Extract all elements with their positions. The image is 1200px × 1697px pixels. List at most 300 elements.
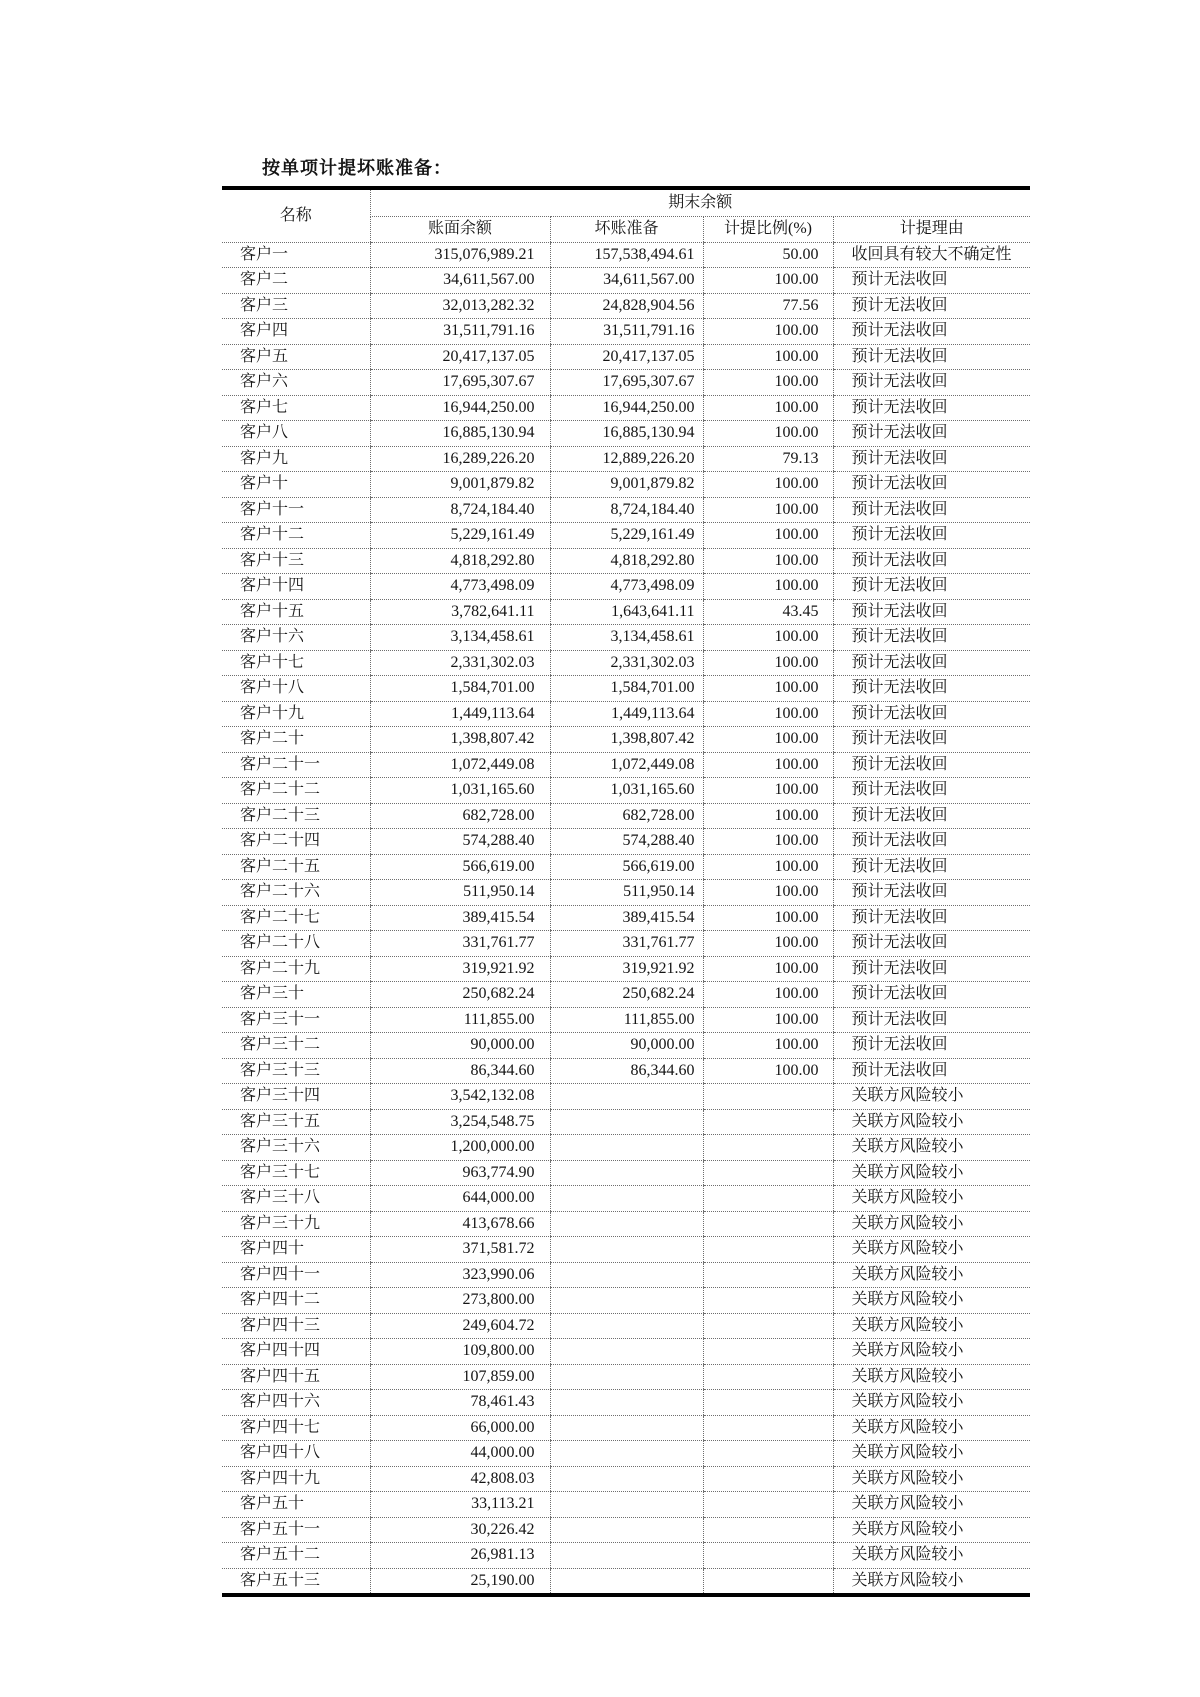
book-balance-cell: 78,461.43 xyxy=(370,1390,550,1416)
bad-debt-provision-cell xyxy=(550,1109,703,1135)
provision-ratio-cell xyxy=(703,1160,833,1186)
provision-ratio-cell: 100.00 xyxy=(703,1033,833,1059)
table-row xyxy=(222,880,1030,906)
provision-ratio-cell xyxy=(703,1390,833,1416)
bad-debt-provision-cell: 34,611,567.00 xyxy=(550,268,703,294)
table-row xyxy=(222,1084,1030,1110)
customer-name-cell: 客户四十一 xyxy=(222,1262,370,1288)
provision-ratio-cell: 100.00 xyxy=(703,497,833,523)
customer-name-cell: 客户五十 xyxy=(222,1492,370,1518)
book-balance-cell: 511,950.14 xyxy=(370,880,550,906)
provision-ratio-cell xyxy=(703,1543,833,1569)
table-row xyxy=(222,752,1030,778)
book-balance-cell: 20,417,137.05 xyxy=(370,344,550,370)
provision-reason-cell: 预计无法收回 xyxy=(833,344,1030,370)
table-row xyxy=(222,1211,1030,1237)
bad-debt-provision-cell: 250,682.24 xyxy=(550,982,703,1008)
provision-ratio-cell xyxy=(703,1109,833,1135)
bad-debt-provision-cell: 8,724,184.40 xyxy=(550,497,703,523)
bad-debt-provision-cell: 682,728.00 xyxy=(550,803,703,829)
provision-ratio-cell xyxy=(703,1211,833,1237)
table-row xyxy=(222,778,1030,804)
book-balance-cell: 963,774.90 xyxy=(370,1160,550,1186)
provision-reason-cell: 预计无法收回 xyxy=(833,625,1030,651)
provision-ratio-cell: 100.00 xyxy=(703,931,833,957)
book-balance-cell: 34,611,567.00 xyxy=(370,268,550,294)
book-balance-cell: 42,808.03 xyxy=(370,1466,550,1492)
provision-ratio-cell: 100.00 xyxy=(703,574,833,600)
bad-debt-provision-cell: 9,001,879.82 xyxy=(550,472,703,498)
provision-ratio-cell xyxy=(703,1568,833,1595)
customer-name-cell: 客户五十一 xyxy=(222,1517,370,1543)
customer-name-cell: 客户十五 xyxy=(222,599,370,625)
header-group-row xyxy=(222,188,1030,217)
book-balance-cell: 9,001,879.82 xyxy=(370,472,550,498)
customer-name-cell: 客户十 xyxy=(222,472,370,498)
customer-name-cell: 客户四十五 xyxy=(222,1364,370,1390)
provision-ratio-cell: 100.00 xyxy=(703,803,833,829)
provision-ratio-cell: 100.00 xyxy=(703,548,833,574)
book-balance-cell: 3,254,548.75 xyxy=(370,1109,550,1135)
book-balance-cell: 8,724,184.40 xyxy=(370,497,550,523)
provision-reason-cell: 关联方风险较小 xyxy=(833,1339,1030,1365)
table-row xyxy=(222,931,1030,957)
provision-reason-cell: 预计无法收回 xyxy=(833,319,1030,345)
table-row xyxy=(222,1109,1030,1135)
provision-ratio-cell: 100.00 xyxy=(703,650,833,676)
table-row xyxy=(222,1364,1030,1390)
provision-reason-cell: 预计无法收回 xyxy=(833,293,1030,319)
bad-debt-provision-cell: 5,229,161.49 xyxy=(550,523,703,549)
bad-debt-provision-cell xyxy=(550,1568,703,1595)
table-row xyxy=(222,1033,1030,1059)
customer-name-cell: 客户三十九 xyxy=(222,1211,370,1237)
bad-debt-provision-cell xyxy=(550,1262,703,1288)
table-row xyxy=(222,1288,1030,1314)
provision-ratio-cell xyxy=(703,1313,833,1339)
bad-debt-provision-cell: 17,695,307.67 xyxy=(550,370,703,396)
customer-name-cell: 客户四十四 xyxy=(222,1339,370,1365)
customer-name-cell: 客户三十八 xyxy=(222,1186,370,1212)
provision-ratio-cell: 100.00 xyxy=(703,395,833,421)
book-balance-cell: 1,449,113.64 xyxy=(370,701,550,727)
provision-reason-cell: 预计无法收回 xyxy=(833,497,1030,523)
provision-ratio-cell xyxy=(703,1084,833,1110)
table-row xyxy=(222,1492,1030,1518)
table-row xyxy=(222,1339,1030,1365)
header-ending-balance-group: 期末余额 xyxy=(370,188,1030,217)
table-row xyxy=(222,625,1030,651)
customer-name-cell: 客户二十五 xyxy=(222,854,370,880)
bad-debt-provision-cell: 24,828,904.56 xyxy=(550,293,703,319)
table-row xyxy=(222,472,1030,498)
provision-reason-cell: 关联方风险较小 xyxy=(833,1237,1030,1263)
provision-reason-cell: 预计无法收回 xyxy=(833,752,1030,778)
provision-reason-cell: 预计无法收回 xyxy=(833,650,1030,676)
bad-debt-provision-cell xyxy=(550,1339,703,1365)
book-balance-cell: 3,542,132.08 xyxy=(370,1084,550,1110)
provision-reason-cell: 预计无法收回 xyxy=(833,1058,1030,1084)
provision-reason-cell: 预计无法收回 xyxy=(833,421,1030,447)
provision-reason-cell: 收回具有较大不确定性 xyxy=(833,242,1030,268)
bad-debt-provision-cell xyxy=(550,1313,703,1339)
provision-reason-cell: 关联方风险较小 xyxy=(833,1135,1030,1161)
customer-name-cell: 客户三十二 xyxy=(222,1033,370,1059)
table-row xyxy=(222,268,1030,294)
bad-debt-provision-cell: 1,643,641.11 xyxy=(550,599,703,625)
provision-reason-cell: 预计无法收回 xyxy=(833,548,1030,574)
book-balance-cell: 4,773,498.09 xyxy=(370,574,550,600)
book-balance-cell: 315,076,989.21 xyxy=(370,242,550,268)
customer-name-cell: 客户二 xyxy=(222,268,370,294)
table-row xyxy=(222,905,1030,931)
book-balance-cell: 574,288.40 xyxy=(370,829,550,855)
table-row xyxy=(222,701,1030,727)
customer-name-cell: 客户五十二 xyxy=(222,1543,370,1569)
customer-name-cell: 客户五十三 xyxy=(222,1568,370,1595)
table-row xyxy=(222,599,1030,625)
provision-reason-cell: 预计无法收回 xyxy=(833,905,1030,931)
provision-ratio-cell: 100.00 xyxy=(703,625,833,651)
book-balance-cell: 3,134,458.61 xyxy=(370,625,550,651)
provision-ratio-cell xyxy=(703,1492,833,1518)
provision-ratio-cell xyxy=(703,1441,833,1467)
table-row xyxy=(222,1186,1030,1212)
book-balance-cell: 1,584,701.00 xyxy=(370,676,550,702)
bad-debt-provision-cell xyxy=(550,1211,703,1237)
bad-debt-provision-cell xyxy=(550,1517,703,1543)
provision-reason-cell: 预计无法收回 xyxy=(833,956,1030,982)
provision-reason-cell: 关联方风险较小 xyxy=(833,1160,1030,1186)
provision-reason-cell: 关联方风险较小 xyxy=(833,1313,1030,1339)
book-balance-cell: 86,344.60 xyxy=(370,1058,550,1084)
table-row xyxy=(222,1543,1030,1569)
provision-reason-cell: 关联方风险较小 xyxy=(833,1288,1030,1314)
provision-ratio-cell xyxy=(703,1466,833,1492)
provision-ratio-cell: 100.00 xyxy=(703,778,833,804)
customer-name-cell: 客户十六 xyxy=(222,625,370,651)
book-balance-cell: 413,678.66 xyxy=(370,1211,550,1237)
provision-ratio-cell: 100.00 xyxy=(703,344,833,370)
book-balance-cell: 4,818,292.80 xyxy=(370,548,550,574)
bad-debt-provision-cell xyxy=(550,1288,703,1314)
bad-debt-provision-cell: 2,331,302.03 xyxy=(550,650,703,676)
bad-debt-provision-cell xyxy=(550,1160,703,1186)
provision-reason-cell: 预计无法收回 xyxy=(833,854,1030,880)
provision-ratio-cell: 100.00 xyxy=(703,829,833,855)
customer-name-cell: 客户三十 xyxy=(222,982,370,1008)
book-balance-cell: 90,000.00 xyxy=(370,1033,550,1059)
table-row xyxy=(222,523,1030,549)
bad-debt-provision-cell xyxy=(550,1135,703,1161)
provision-reason-cell: 预计无法收回 xyxy=(833,472,1030,498)
provision-ratio-cell xyxy=(703,1262,833,1288)
bad-debt-provision-cell: 574,288.40 xyxy=(550,829,703,855)
book-balance-cell: 250,682.24 xyxy=(370,982,550,1008)
customer-name-cell: 客户九 xyxy=(222,446,370,472)
bad-debt-provision-cell xyxy=(550,1364,703,1390)
provision-ratio-cell xyxy=(703,1186,833,1212)
bad-debt-provision-cell: 90,000.00 xyxy=(550,1033,703,1059)
bad-debt-provision-cell: 157,538,494.61 xyxy=(550,242,703,268)
header-bad-debt-provision: 坏账准备 xyxy=(550,217,703,243)
customer-name-cell: 客户四十九 xyxy=(222,1466,370,1492)
section-title: 按单项计提坏账准备： xyxy=(262,158,452,178)
table-row xyxy=(222,1007,1030,1033)
bad-debt-provision-table xyxy=(222,186,1030,1597)
customer-name-cell: 客户二十一 xyxy=(222,752,370,778)
table-row xyxy=(222,1237,1030,1263)
customer-name-cell: 客户十三 xyxy=(222,548,370,574)
customer-name-cell: 客户四十六 xyxy=(222,1390,370,1416)
provision-reason-cell: 关联方风险较小 xyxy=(833,1441,1030,1467)
customer-name-cell: 客户二十 xyxy=(222,727,370,753)
book-balance-cell: 1,031,165.60 xyxy=(370,778,550,804)
customer-name-cell: 客户一 xyxy=(222,242,370,268)
table-row xyxy=(222,370,1030,396)
provision-reason-cell: 关联方风险较小 xyxy=(833,1466,1030,1492)
customer-name-cell: 客户五 xyxy=(222,344,370,370)
bad-debt-provision-cell xyxy=(550,1543,703,1569)
book-balance-cell: 1,398,807.42 xyxy=(370,727,550,753)
provision-ratio-cell: 100.00 xyxy=(703,676,833,702)
book-balance-cell: 323,990.06 xyxy=(370,1262,550,1288)
customer-name-cell: 客户四十七 xyxy=(222,1415,370,1441)
provision-reason-cell: 预计无法收回 xyxy=(833,599,1030,625)
bad-debt-provision-cell xyxy=(550,1237,703,1263)
provision-ratio-cell: 100.00 xyxy=(703,956,833,982)
book-balance-cell: 16,944,250.00 xyxy=(370,395,550,421)
table-row xyxy=(222,650,1030,676)
table-row xyxy=(222,293,1030,319)
provision-reason-cell: 关联方风险较小 xyxy=(833,1517,1030,1543)
bad-debt-provision-cell xyxy=(550,1390,703,1416)
table-row xyxy=(222,1160,1030,1186)
provision-ratio-cell xyxy=(703,1237,833,1263)
bad-debt-provision-cell xyxy=(550,1084,703,1110)
bad-debt-provision-cell: 4,773,498.09 xyxy=(550,574,703,600)
customer-name-cell: 客户四 xyxy=(222,319,370,345)
table-row xyxy=(222,1568,1030,1595)
bad-debt-provision-cell: 1,449,113.64 xyxy=(550,701,703,727)
provision-reason-cell: 关联方风险较小 xyxy=(833,1211,1030,1237)
bad-debt-provision-cell xyxy=(550,1492,703,1518)
bad-debt-provision-cell: 511,950.14 xyxy=(550,880,703,906)
customer-name-cell: 客户十一 xyxy=(222,497,370,523)
book-balance-cell: 25,190.00 xyxy=(370,1568,550,1595)
provision-reason-cell: 预计无法收回 xyxy=(833,701,1030,727)
book-balance-cell: 17,695,307.67 xyxy=(370,370,550,396)
customer-name-cell: 客户八 xyxy=(222,421,370,447)
bad-debt-provision-cell: 111,855.00 xyxy=(550,1007,703,1033)
provision-ratio-cell: 50.00 xyxy=(703,242,833,268)
provision-reason-cell: 关联方风险较小 xyxy=(833,1492,1030,1518)
customer-name-cell: 客户二十八 xyxy=(222,931,370,957)
customer-name-cell: 客户三 xyxy=(222,293,370,319)
book-balance-cell: 33,113.21 xyxy=(370,1492,550,1518)
table-row xyxy=(222,1135,1030,1161)
table-row xyxy=(222,1262,1030,1288)
book-balance-cell: 371,581.72 xyxy=(370,1237,550,1263)
provision-reason-cell: 关联方风险较小 xyxy=(833,1084,1030,1110)
table-row xyxy=(222,574,1030,600)
book-balance-cell: 682,728.00 xyxy=(370,803,550,829)
customer-name-cell: 客户三十六 xyxy=(222,1135,370,1161)
book-balance-cell: 273,800.00 xyxy=(370,1288,550,1314)
provision-ratio-cell: 100.00 xyxy=(703,421,833,447)
customer-name-cell: 客户四十三 xyxy=(222,1313,370,1339)
provision-reason-cell: 预计无法收回 xyxy=(833,880,1030,906)
table-row xyxy=(222,829,1030,855)
customer-name-cell: 客户三十四 xyxy=(222,1084,370,1110)
provision-reason-cell: 预计无法收回 xyxy=(833,829,1030,855)
table-row xyxy=(222,395,1030,421)
provision-ratio-cell xyxy=(703,1288,833,1314)
bad-debt-provision-cell: 86,344.60 xyxy=(550,1058,703,1084)
book-balance-cell: 44,000.00 xyxy=(370,1441,550,1467)
provision-ratio-cell xyxy=(703,1415,833,1441)
bad-debt-provision-cell: 3,134,458.61 xyxy=(550,625,703,651)
book-balance-cell: 109,800.00 xyxy=(370,1339,550,1365)
bad-debt-provision-cell: 1,072,449.08 xyxy=(550,752,703,778)
customer-name-cell: 客户二十六 xyxy=(222,880,370,906)
customer-name-cell: 客户二十九 xyxy=(222,956,370,982)
bad-debt-provision-cell: 16,944,250.00 xyxy=(550,395,703,421)
provision-reason-cell: 预计无法收回 xyxy=(833,676,1030,702)
customer-name-cell: 客户四十 xyxy=(222,1237,370,1263)
table-row xyxy=(222,1415,1030,1441)
header-name: 名称 xyxy=(222,188,370,242)
provision-ratio-cell xyxy=(703,1517,833,1543)
bad-debt-provision-cell: 31,511,791.16 xyxy=(550,319,703,345)
customer-name-cell: 客户三十三 xyxy=(222,1058,370,1084)
bad-debt-provision-cell: 12,889,226.20 xyxy=(550,446,703,472)
provision-ratio-cell: 100.00 xyxy=(703,1007,833,1033)
provision-ratio-cell: 100.00 xyxy=(703,472,833,498)
provision-reason-cell: 预计无法收回 xyxy=(833,1033,1030,1059)
customer-name-cell: 客户二十三 xyxy=(222,803,370,829)
provision-ratio-cell: 100.00 xyxy=(703,370,833,396)
table-row xyxy=(222,982,1030,1008)
table-row xyxy=(222,1517,1030,1543)
provision-reason-cell: 预计无法收回 xyxy=(833,268,1030,294)
bad-debt-provision-cell xyxy=(550,1466,703,1492)
provision-reason-cell: 预计无法收回 xyxy=(833,446,1030,472)
book-balance-cell: 389,415.54 xyxy=(370,905,550,931)
table-body xyxy=(222,242,1030,1595)
header-book-balance: 账面余额 xyxy=(370,217,550,243)
table-row xyxy=(222,497,1030,523)
bad-debt-provision-cell: 20,417,137.05 xyxy=(550,344,703,370)
book-balance-cell: 3,782,641.11 xyxy=(370,599,550,625)
book-balance-cell: 249,604.72 xyxy=(370,1313,550,1339)
book-balance-cell: 644,000.00 xyxy=(370,1186,550,1212)
provision-ratio-cell: 100.00 xyxy=(703,319,833,345)
provision-ratio-cell: 100.00 xyxy=(703,523,833,549)
provision-reason-cell: 关联方风险较小 xyxy=(833,1390,1030,1416)
provision-ratio-cell: 100.00 xyxy=(703,752,833,778)
table-row xyxy=(222,854,1030,880)
provision-reason-cell: 关联方风险较小 xyxy=(833,1109,1030,1135)
provision-reason-cell: 关联方风险较小 xyxy=(833,1568,1030,1595)
table-row xyxy=(222,1466,1030,1492)
book-balance-cell: 32,013,282.32 xyxy=(370,293,550,319)
provision-ratio-cell: 100.00 xyxy=(703,905,833,931)
customer-name-cell: 客户三十一 xyxy=(222,1007,370,1033)
provision-reason-cell: 预计无法收回 xyxy=(833,982,1030,1008)
book-balance-cell: 16,885,130.94 xyxy=(370,421,550,447)
table-row xyxy=(222,1390,1030,1416)
provision-ratio-cell: 43.45 xyxy=(703,599,833,625)
book-balance-cell: 107,859.00 xyxy=(370,1364,550,1390)
book-balance-cell: 319,921.92 xyxy=(370,956,550,982)
provision-ratio-cell xyxy=(703,1135,833,1161)
header-provision-ratio: 计提比例(%) xyxy=(703,217,833,243)
table-row xyxy=(222,1313,1030,1339)
book-balance-cell: 331,761.77 xyxy=(370,931,550,957)
customer-name-cell: 客户十七 xyxy=(222,650,370,676)
customer-name-cell: 客户四十八 xyxy=(222,1441,370,1467)
customer-name-cell: 客户三十五 xyxy=(222,1109,370,1135)
bad-debt-provision-cell: 1,031,165.60 xyxy=(550,778,703,804)
customer-name-cell: 客户十九 xyxy=(222,701,370,727)
provision-reason-cell: 关联方风险较小 xyxy=(833,1543,1030,1569)
customer-name-cell: 客户二十七 xyxy=(222,905,370,931)
customer-name-cell: 客户二十二 xyxy=(222,778,370,804)
table-row xyxy=(222,548,1030,574)
table-row xyxy=(222,319,1030,345)
header-provision-reason: 计提理由 xyxy=(833,217,1030,243)
book-balance-cell: 30,226.42 xyxy=(370,1517,550,1543)
table-row xyxy=(222,421,1030,447)
book-balance-cell: 16,289,226.20 xyxy=(370,446,550,472)
provision-ratio-cell xyxy=(703,1339,833,1365)
table-row xyxy=(222,727,1030,753)
bad-debt-provision-cell: 566,619.00 xyxy=(550,854,703,880)
book-balance-cell: 566,619.00 xyxy=(370,854,550,880)
customer-name-cell: 客户四十二 xyxy=(222,1288,370,1314)
provision-ratio-cell: 77.56 xyxy=(703,293,833,319)
book-balance-cell: 111,855.00 xyxy=(370,1007,550,1033)
bad-debt-provision-cell xyxy=(550,1186,703,1212)
provision-ratio-cell: 79.13 xyxy=(703,446,833,472)
book-balance-cell: 2,331,302.03 xyxy=(370,650,550,676)
table-header xyxy=(222,188,1030,242)
provision-reason-cell: 预计无法收回 xyxy=(833,370,1030,396)
provision-reason-cell: 预计无法收回 xyxy=(833,574,1030,600)
bad-debt-provision-cell: 389,415.54 xyxy=(550,905,703,931)
provision-ratio-cell: 100.00 xyxy=(703,727,833,753)
bad-debt-provision-cell: 319,921.92 xyxy=(550,956,703,982)
bad-debt-provision-cell: 1,584,701.00 xyxy=(550,676,703,702)
book-balance-cell: 1,072,449.08 xyxy=(370,752,550,778)
book-balance-cell: 66,000.00 xyxy=(370,1415,550,1441)
provision-reason-cell: 关联方风险较小 xyxy=(833,1262,1030,1288)
table-row xyxy=(222,1058,1030,1084)
provision-ratio-cell xyxy=(703,1364,833,1390)
table-row xyxy=(222,242,1030,268)
customer-name-cell: 客户二十四 xyxy=(222,829,370,855)
table-row xyxy=(222,1441,1030,1467)
table-row xyxy=(222,344,1030,370)
customer-name-cell: 客户十四 xyxy=(222,574,370,600)
table-row xyxy=(222,446,1030,472)
book-balance-cell: 26,981.13 xyxy=(370,1543,550,1569)
bad-debt-provision-cell: 331,761.77 xyxy=(550,931,703,957)
customer-name-cell: 客户十二 xyxy=(222,523,370,549)
table-row xyxy=(222,676,1030,702)
bad-debt-provision-cell: 16,885,130.94 xyxy=(550,421,703,447)
